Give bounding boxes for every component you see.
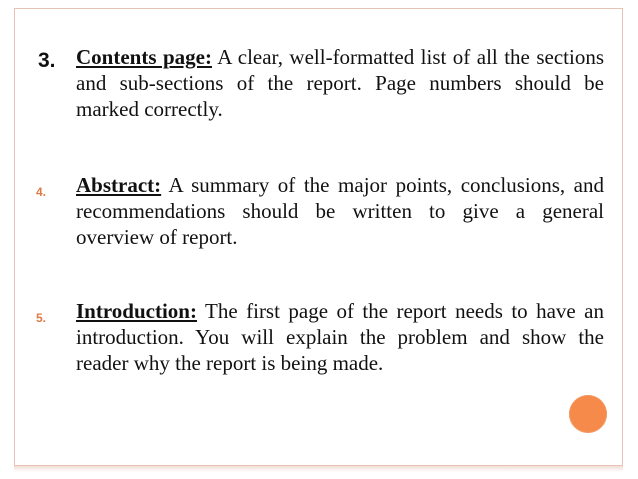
- list-item-text: [76, 172, 604, 250]
- list-number: 4.: [36, 185, 47, 199]
- list-description: The first page of the report needs to have an introduction. You will explain the problem and show the reader why the report is being made.: [76, 299, 604, 375]
- list-term: Abstract:: [76, 173, 162, 197]
- list-item-text: [76, 44, 604, 122]
- list-term: Introduction:: [76, 299, 197, 323]
- list-description: A summary of the major points, conclusions, and recommendations should be written to give a general overview of report.: [76, 173, 604, 249]
- list-term: Contents page:: [76, 45, 212, 69]
- list-number: 5.: [36, 311, 47, 325]
- slide-frame-shadow: [14, 466, 623, 472]
- list-description: A clear, well-formatted list of all the sections and sub-sections of the report. Page numbers should be marked correctly.: [76, 45, 605, 121]
- list-number: 3.: [38, 49, 56, 72]
- list-item-text: [76, 298, 604, 376]
- orange-circle-icon: [569, 395, 607, 433]
